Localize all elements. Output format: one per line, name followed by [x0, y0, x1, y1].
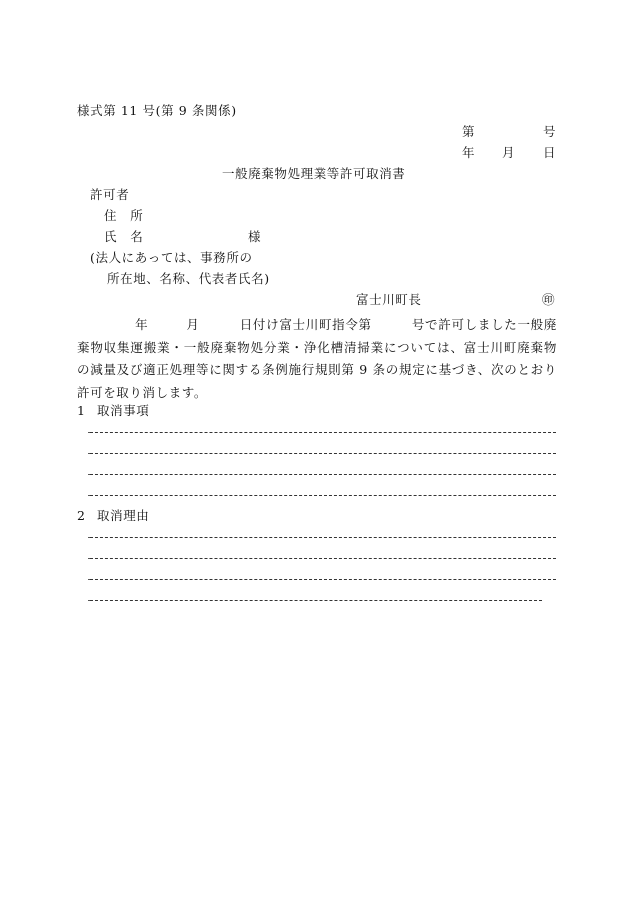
cancel-items-line-4: [90, 495, 556, 496]
section1-number: 1: [77, 403, 86, 418]
cancel-items-line-2: [90, 453, 556, 454]
document-title: 一般廃棄物処理業等許可取消書: [222, 166, 406, 181]
body-dated-prefix: 日付け富士川町指令第: [239, 317, 372, 332]
section2-heading: 取消理由: [97, 508, 150, 523]
section2-number: 2: [77, 508, 86, 523]
body-paragraph: [77, 314, 557, 404]
cancel-reason-line-1: [90, 537, 556, 538]
form-number: 様式第 11 号(第 9 条関係): [77, 103, 237, 118]
date-year: 年: [462, 145, 476, 160]
issuer-title: 富士川町長: [356, 292, 422, 307]
doc-number-prefix: 第: [462, 124, 476, 139]
honorific: 様: [248, 229, 262, 244]
name-label: 氏 名: [104, 229, 144, 244]
cancel-items-line-3: [90, 474, 556, 475]
body-month: 月: [186, 317, 200, 332]
date-month: 月: [502, 145, 516, 160]
cancel-reason-line-2: [90, 558, 556, 559]
cancel-reason-line-3: [90, 579, 556, 580]
cancel-reason-line-4: [90, 600, 542, 601]
body-text: 号で許可しました一般廃棄物収集運搬業・一般廃棄物処分業・浄化槽清掃業については、富士川町廃棄物の減量及び適正処理等に関する条例施行規則第 9 条の規定に基づき、次のとおり許可を取り消します。: [77, 317, 557, 400]
cancel-items-line-1: [90, 432, 556, 433]
doc-number-suffix: 号: [543, 124, 557, 139]
official-seal: ㊞: [542, 292, 556, 307]
date-day: 日: [543, 145, 557, 160]
corporate-note-line2: 所在地、名称、代表者氏名): [107, 271, 270, 286]
recipient-label: 許可者: [90, 187, 130, 202]
body-year: 年: [135, 317, 149, 332]
corporate-note-line1: (法人にあっては、事務所の: [90, 250, 253, 265]
address-label: 住 所: [104, 208, 144, 223]
section1-heading: 取消事項: [97, 403, 150, 418]
